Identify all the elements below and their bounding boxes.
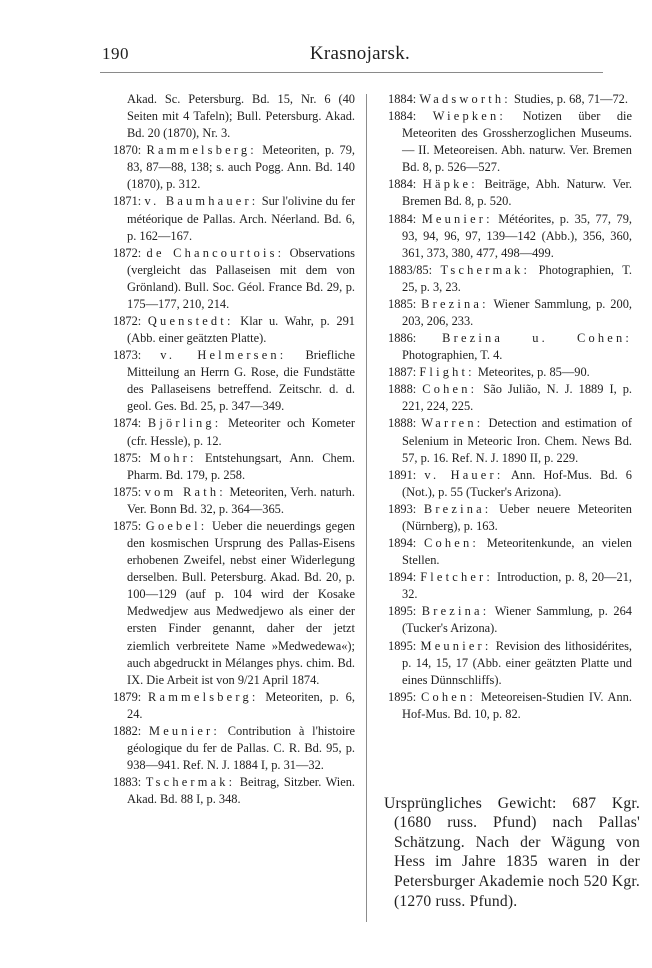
entry-year: 1879: bbox=[113, 689, 142, 704]
entry-text: Studies, p. 68, 71—72. bbox=[514, 92, 628, 106]
entry-year: 1872: bbox=[113, 314, 142, 329]
entry-year: 1875: bbox=[113, 484, 142, 499]
running-head: Krasnojarsk. bbox=[309, 43, 411, 64]
entry-text: Meteoritenkunde, an vielen Stellen. bbox=[402, 536, 632, 568]
bibliography-entry bbox=[388, 296, 632, 330]
right-column bbox=[388, 91, 632, 723]
entry-year: 1886: bbox=[388, 331, 417, 346]
entry-text: Beitrag, Sitzber. Wien. Akad. Bd. 88 I, p. 348. bbox=[127, 775, 355, 807]
entry-year: 1871: bbox=[113, 194, 142, 209]
bibliography-entry bbox=[388, 501, 632, 535]
entry-text: Meteoriter och Kometer (cfr. Hessle), p. 12. bbox=[127, 416, 355, 448]
bibliography-entry bbox=[388, 569, 632, 603]
entry-text: Observations (vergleicht das Pallaseisen mit dem von Grönland). Bull. Soc. Géol. France Bd. 29, p. 175—177, 210, 214. bbox=[127, 245, 355, 311]
entry-author: Flight: bbox=[419, 365, 475, 380]
entry-year: 1870: bbox=[113, 143, 142, 158]
entry-text: Notizen über die Meteoriten des Grossherzoglichen Museums. — II. Meteoreisen. Abh. naturw. Ver. Bremen Bd. 8, p. 526—527. bbox=[402, 109, 632, 175]
entry-author: v. Baumhauer: bbox=[144, 194, 259, 209]
left-column bbox=[113, 91, 355, 808]
bibliography-entry bbox=[113, 193, 355, 244]
entry-year: 1891: bbox=[388, 467, 417, 482]
bibliography-entry bbox=[113, 723, 355, 774]
entry-year: 1884: bbox=[388, 211, 417, 226]
entry-author: Tschermak: bbox=[145, 775, 236, 790]
entry-text: Ueber neuere Meteoriten (Nürnberg), p. 163. bbox=[402, 501, 632, 533]
bibliography-entry bbox=[388, 211, 632, 262]
entry-text: São Julião, N. J. 1889 I, p. 221, 224, 225. bbox=[402, 382, 632, 414]
entry-author: Meunier: bbox=[420, 638, 492, 653]
bibliography-entry bbox=[388, 330, 632, 364]
entry-author: v. Hauer: bbox=[424, 467, 504, 482]
bibliography-entry bbox=[113, 313, 355, 347]
bibliography-entry bbox=[113, 689, 355, 723]
entry-year: 1888: bbox=[388, 382, 417, 397]
entry-author: Meunier: bbox=[421, 211, 493, 226]
bibliography-entry bbox=[388, 415, 632, 466]
entry-text: Beiträge, Abh. Naturw. Ver. Bremen Bd. 8, p. 520. bbox=[402, 177, 632, 209]
header-rule bbox=[100, 72, 603, 73]
entry-author: Fletcher: bbox=[420, 570, 494, 585]
entry-year: 1874: bbox=[113, 416, 142, 431]
entry-author: de Chancourtois: bbox=[146, 245, 285, 260]
bibliography-entry bbox=[388, 108, 632, 176]
entry-author: Rammelsberg: bbox=[146, 143, 257, 158]
bibliography-entry bbox=[388, 535, 632, 569]
entry-text: Klar u. Wahr, p. 291 (Abb. einer geätzten Platte). bbox=[127, 314, 355, 346]
entry-text: Meteoreisen-Studien IV. Ann. Hof-Mus. Bd. 10, p. 82. bbox=[402, 689, 632, 721]
entry-year: 1894: bbox=[388, 536, 417, 551]
entry-author: Brezina: bbox=[421, 604, 490, 619]
entry-year: 1895: bbox=[388, 689, 417, 704]
entry-text: Photographien, T. 4. bbox=[402, 348, 503, 363]
entry-author: Wadsworth: bbox=[419, 92, 511, 106]
entry-year: 1895: bbox=[388, 638, 417, 653]
entry-year: 1887: bbox=[388, 365, 417, 380]
entry-year: 1888: bbox=[388, 416, 417, 431]
entry-author: v. Helmersen: bbox=[160, 348, 287, 363]
entry-year: 1884: bbox=[388, 92, 417, 106]
bibliography-entry bbox=[113, 142, 355, 193]
entry-text: Météorites, p. 35, 77, 79, 93, 94, 96, 97, 139—142 (Abb.), 356, 360, 361, 373, 380, 477, 498—499. bbox=[402, 211, 632, 260]
entry-year: 1875: bbox=[113, 518, 142, 533]
entry-text: Meteoriten, p. 79, 83, 87—88, 138; s. auch Pogg. Ann. Bd. 140 (1870), p. 312. bbox=[127, 143, 355, 192]
bibliography-entry bbox=[388, 364, 632, 381]
column-divider bbox=[366, 94, 367, 922]
entry-author: vom Rath: bbox=[144, 484, 226, 499]
entry-author: Goebel: bbox=[145, 518, 208, 533]
right-entries bbox=[388, 91, 632, 723]
entry-author: Meunier: bbox=[149, 723, 221, 738]
entry-author: Björling: bbox=[147, 416, 222, 431]
entry-text: Introduction, p. 8, 20—21, 32. bbox=[402, 570, 633, 602]
bibliography-entry bbox=[388, 603, 632, 637]
entry-author: Cohen: bbox=[422, 382, 478, 397]
bibliography-entry bbox=[113, 450, 355, 484]
entry-text: Ueber die neuerdings gegen den kosmischen Ursprung des Pallas-Eisens erhobenen Zweifel, nebst einer Widerlegung derselben. Bull. Petersburg. Akad. Bd. 20, p. 100—129 (auf p. 104 wird der Kosake Medwedjew aus Medwedjewo als einer der ersten Finder genannt, daher der jetzt ziemlich verbreitete Name »Medwedewa«); auch abgedruckt in Mélanges phys. chim. Bd. IX. Die Arbeit ist von 9/21 April 1874. bbox=[127, 518, 355, 687]
bibliography-entry bbox=[113, 774, 355, 808]
entry-year: 1893: bbox=[388, 501, 417, 516]
entry-author: Rammelsberg: bbox=[148, 689, 259, 704]
entry-year: 1894: bbox=[388, 570, 417, 585]
entry-text: Wiener Sammlung, p. 200, 203, 206, 233. bbox=[402, 296, 632, 329]
bibliography-entry bbox=[388, 91, 632, 108]
entry-text: Meteoriten, p. 6, 24. bbox=[127, 689, 355, 721]
bibliography-entry bbox=[113, 347, 355, 415]
entry-year: 1883: bbox=[113, 775, 142, 790]
entry-author: Warren: bbox=[421, 416, 484, 431]
entry-author: Tschermak: bbox=[440, 262, 531, 277]
entry-text: Sur l'olivine du fer météorique de Pallas. Arch. Néerland. Bd. 6, p. 162—167. bbox=[127, 194, 355, 243]
bibliography-entry bbox=[388, 638, 632, 689]
continuation-text: Akad. Sc. Petersburg. Bd. 15, Nr. 6 (40 Seiten mit 4 Tafeln); Bull. Petersburg. Akad. Bd. 20 (1870), Nr. 3. bbox=[127, 92, 355, 141]
bibliography-entry bbox=[388, 467, 632, 501]
entry-author: Brezina u. Cohen: bbox=[442, 331, 632, 346]
entry-text: Briefliche Mitteilung an Herrn G. Rose, die Fundstätte des Pallaseisens betreffend. Zeitschr. d. d. geol. Ges. Bd. 25, p. 347—349. bbox=[127, 348, 355, 414]
entry-year: 1883/85: bbox=[388, 262, 433, 277]
entry-text: Contribution à l'histoire géologique du fer de Pallas. C. R. Bd. 95, p. 938—941. Ref. N. J. 1884 I, p. 31—32. bbox=[127, 723, 355, 773]
entry-author: Wiepken: bbox=[432, 109, 507, 124]
entry-author: Quenstedt: bbox=[147, 314, 234, 329]
entry-text: Wiener Sammlung, p. 264 (Tucker's Arizona). bbox=[402, 604, 632, 636]
bibliography-entry bbox=[113, 245, 355, 313]
entry-year: 1885: bbox=[388, 296, 417, 311]
bibliography-entry bbox=[388, 176, 632, 210]
entry-year: 1884: bbox=[388, 109, 417, 124]
bibliography-entry bbox=[113, 415, 355, 449]
entry-author: Brezina: bbox=[421, 296, 489, 311]
entry-text: Meteorites, p. 85—90. bbox=[477, 365, 590, 380]
entry-author: Cohen: bbox=[424, 536, 479, 551]
entry-author: Cohen: bbox=[421, 689, 477, 704]
entry-year: 1875: bbox=[113, 450, 142, 465]
entry-text: Revision des lithosidérites, p. 14, 15, 17 (Abb. einer geätzten Platte und eines Dünnschliffs). bbox=[402, 638, 632, 687]
bibliography-entry bbox=[388, 262, 632, 296]
left-entries bbox=[113, 142, 355, 808]
entry-text: Ann. Hof-Mus. Bd. 6 (Not.), p. 55 (Tucker's Arizona). bbox=[402, 467, 632, 499]
entry-author: Mohr: bbox=[149, 450, 197, 465]
entry-year: 1895: bbox=[388, 604, 417, 619]
bibliography-entry bbox=[113, 518, 355, 689]
entry-year: 1882: bbox=[113, 723, 142, 738]
entry-year: 1884: bbox=[388, 177, 417, 192]
entry-text: Entstehungsart, Ann. Chem. Pharm. Bd. 179, p. 258. bbox=[127, 450, 355, 482]
bibliography-entry bbox=[388, 381, 632, 415]
bibliography-entry bbox=[388, 689, 632, 723]
entry-text: Meteoriten, Verh. naturh. Ver. Bonn Bd. 32, p. 364—365. bbox=[127, 484, 355, 516]
summary-paragraph: Ursprüngliches Gewicht: 687 Kgr. (1680 russ. Pfund) nach Pallas' Schätzung. Nach der Wägung von Hess im Jahre 1835 waren in der Petersburger Akademie noch 520 Kgr. (1270 russ. Pfund). bbox=[384, 794, 640, 910]
entry-author: Brezina: bbox=[423, 501, 492, 516]
page-number: 190 bbox=[102, 44, 129, 63]
bibliography-entry bbox=[113, 484, 355, 518]
entry-text: Detection and estimation of Selenium in Meteoric Iron. Chem. News Bd. 57, p. 16. Ref. N. J. 1890 II, p. 229. bbox=[402, 416, 632, 465]
entry-year: 1873: bbox=[113, 348, 142, 363]
entry-author: Häpke: bbox=[422, 177, 478, 192]
entry-year: 1872: bbox=[113, 245, 142, 260]
entry-text: Photographien, T. 25, p. 3, 23. bbox=[402, 262, 632, 294]
